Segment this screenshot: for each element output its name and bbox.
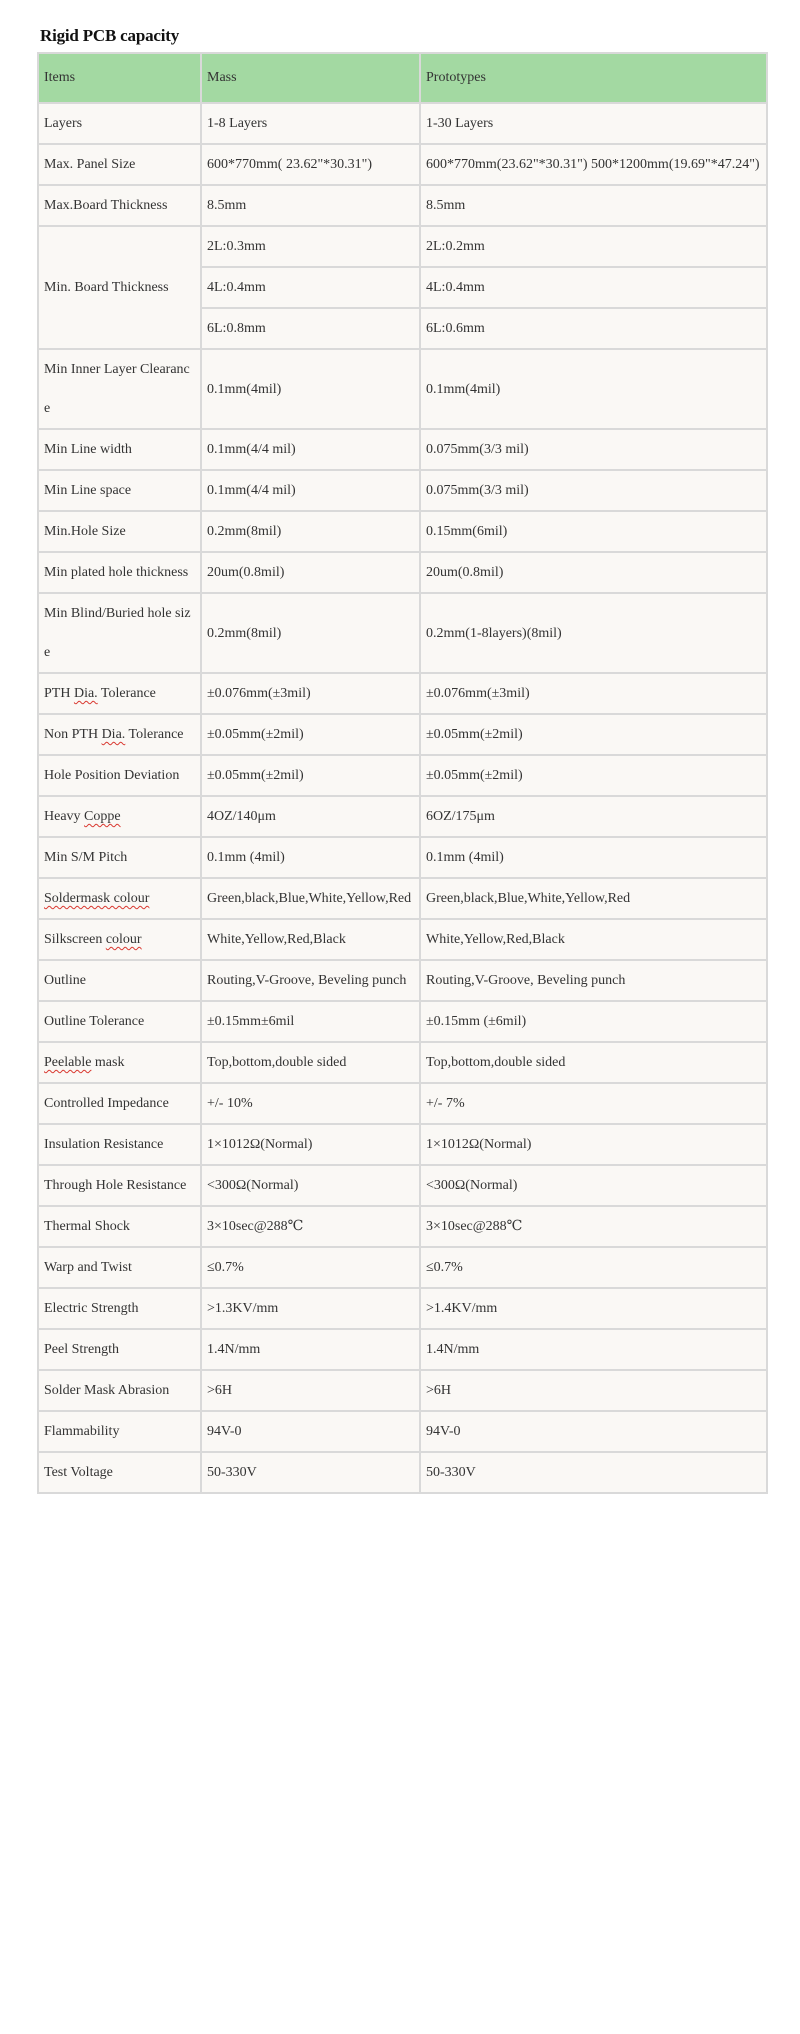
item-cell: Min Line width <box>39 430 200 469</box>
header-mass: Mass <box>202 54 419 102</box>
item-cell: Min plated hole thickness <box>39 553 200 592</box>
spellcheck-marked-text: Dia. <box>73 686 98 701</box>
mass-cell: 3×10sec@288℃ <box>202 1207 419 1246</box>
table-row <box>39 594 766 672</box>
prototypes-cell: 4L:0.4mm <box>421 268 766 307</box>
item-cell: Thermal Shock <box>39 1207 200 1246</box>
mass-cell: 2L:0.3mm <box>202 227 419 266</box>
item-cell: Through Hole Resistance <box>39 1166 200 1205</box>
table-row <box>39 1453 766 1492</box>
table-row <box>39 512 766 551</box>
prototypes-cell: 6L:0.6mm <box>421 309 766 348</box>
mass-cell: ±0.05mm(±2mil) <box>202 756 419 795</box>
table-row <box>39 1166 766 1205</box>
item-cell <box>39 879 200 918</box>
prototypes-cell: 0.1mm(4mil) <box>421 350 766 428</box>
table-row <box>39 186 766 225</box>
capacity-table <box>37 52 768 1494</box>
prototypes-cell: White,Yellow,Red,Black <box>421 920 766 959</box>
table-row <box>39 1043 766 1082</box>
mass-cell: 50-330V <box>202 1453 419 1492</box>
prototypes-cell: ±0.05mm(±2mil) <box>421 756 766 795</box>
item-cell: Test Voltage <box>39 1453 200 1492</box>
prototypes-cell: 6OZ/175μm <box>421 797 766 836</box>
mass-cell: 0.1mm (4mil) <box>202 838 419 877</box>
table-row <box>39 553 766 592</box>
table-header-row <box>39 54 766 102</box>
prototypes-cell: 0.1mm (4mil) <box>421 838 766 877</box>
prototypes-cell: 0.075mm(3/3 mil) <box>421 430 766 469</box>
table-row <box>39 797 766 836</box>
table-row <box>39 1248 766 1287</box>
prototypes-cell: 50-330V <box>421 1453 766 1492</box>
prototypes-cell: ±0.05mm(±2mil) <box>421 715 766 754</box>
prototypes-cell: Top,bottom,double sided <box>421 1043 766 1082</box>
table-row <box>39 838 766 877</box>
table-row <box>39 350 766 428</box>
prototypes-cell: ±0.076mm(±3mil) <box>421 674 766 713</box>
page-title: Rigid PCB capacity <box>40 26 180 45</box>
table-row <box>39 715 766 754</box>
mass-cell: 1-8 Layers <box>202 104 419 143</box>
prototypes-cell: >1.4KV/mm <box>421 1289 766 1328</box>
prototypes-cell: 2L:0.2mm <box>421 227 766 266</box>
table-row <box>39 104 766 143</box>
mass-cell: +/- 10% <box>202 1084 419 1123</box>
item-cell: Peel Strength <box>39 1330 200 1369</box>
item-text: PTH <box>44 686 74 701</box>
mass-cell: ±0.15mm±6mil <box>202 1002 419 1041</box>
prototypes-cell: 1×1012Ω(Normal) <box>421 1125 766 1164</box>
prototypes-cell: 600*770mm(23.62"*30.31") 500*1200mm(19.69"*47.24") <box>421 145 766 184</box>
item-cell: Flammability <box>39 1412 200 1451</box>
item-cell <box>39 920 200 959</box>
item-cell <box>39 715 200 754</box>
mass-cell: White,Yellow,Red,Black <box>202 920 419 959</box>
prototypes-cell: <300Ω(Normal) <box>421 1166 766 1205</box>
prototypes-cell: 3×10sec@288℃ <box>421 1207 766 1246</box>
item-cell: Min. Board Thickness <box>39 227 200 348</box>
mass-cell: >6H <box>202 1371 419 1410</box>
prototypes-cell: 94V-0 <box>421 1412 766 1451</box>
item-cell: Layers <box>39 104 200 143</box>
prototypes-cell: +/- 7% <box>421 1084 766 1123</box>
table-row <box>39 1412 766 1451</box>
table-row <box>39 1207 766 1246</box>
spellcheck-marked-text: colour <box>105 932 142 947</box>
prototypes-cell: 0.15mm(6mil) <box>421 512 766 551</box>
table-row <box>39 1125 766 1164</box>
table-row <box>39 756 766 795</box>
table-row <box>39 471 766 510</box>
item-text: mask <box>91 1055 125 1070</box>
item-cell: Warp and Twist <box>39 1248 200 1287</box>
table-row <box>39 227 766 266</box>
item-text: Tolerance <box>97 686 156 701</box>
mass-cell: <300Ω(Normal) <box>202 1166 419 1205</box>
mass-cell: 4OZ/140μm <box>202 797 419 836</box>
mass-cell: 1×1012Ω(Normal) <box>202 1125 419 1164</box>
mass-cell: ≤0.7% <box>202 1248 419 1287</box>
mass-cell: >1.3KV/mm <box>202 1289 419 1328</box>
item-cell <box>39 1043 200 1082</box>
table-row <box>39 430 766 469</box>
prototypes-cell: 0.075mm(3/3 mil) <box>421 471 766 510</box>
mass-cell: 6L:0.8mm <box>202 309 419 348</box>
mass-cell: 0.1mm(4/4 mil) <box>202 430 419 469</box>
item-cell <box>39 797 200 836</box>
mass-cell: 0.2mm(8mil) <box>202 512 419 551</box>
item-cell: Max.Board Thickness <box>39 186 200 225</box>
item-cell: Controlled Impedance <box>39 1084 200 1123</box>
item-cell: Hole Position Deviation <box>39 756 200 795</box>
prototypes-cell: 20um(0.8mil) <box>421 553 766 592</box>
mass-cell: 94V-0 <box>202 1412 419 1451</box>
prototypes-cell: >6H <box>421 1371 766 1410</box>
item-cell: Outline Tolerance <box>39 1002 200 1041</box>
header-items: Items <box>39 54 200 102</box>
item-cell: Electric Strength <box>39 1289 200 1328</box>
item-cell: Min Inner Layer Clearance <box>39 350 200 428</box>
item-text: Tolerance <box>125 727 184 742</box>
prototypes-cell: ±0.15mm (±6mil) <box>421 1002 766 1041</box>
table-row <box>39 674 766 713</box>
prototypes-cell: 8.5mm <box>421 186 766 225</box>
item-cell: Outline <box>39 961 200 1000</box>
mass-cell: 1.4N/mm <box>202 1330 419 1369</box>
mass-cell: 8.5mm <box>202 186 419 225</box>
table-row <box>39 1002 766 1041</box>
item-cell <box>39 674 200 713</box>
mass-cell: ±0.076mm(±3mil) <box>202 674 419 713</box>
table-row <box>39 145 766 184</box>
item-cell: Min Line space <box>39 471 200 510</box>
item-cell: Min.Hole Size <box>39 512 200 551</box>
header-prototypes: Prototypes <box>421 54 766 102</box>
prototypes-cell: ≤0.7% <box>421 1248 766 1287</box>
prototypes-cell: Routing,V-Groove, Beveling punch <box>421 961 766 1000</box>
prototypes-cell: Green,black,Blue,White,Yellow,Red <box>421 879 766 918</box>
item-text: Non PTH <box>44 727 102 742</box>
table-row <box>39 1371 766 1410</box>
mass-cell: 4L:0.4mm <box>202 268 419 307</box>
item-cell: Insulation Resistance <box>39 1125 200 1164</box>
mass-cell: 0.1mm(4mil) <box>202 350 419 428</box>
table-row <box>39 1084 766 1123</box>
item-cell: Min S/M Pitch <box>39 838 200 877</box>
mass-cell: Green,black,Blue,White,Yellow,Red <box>202 879 419 918</box>
mass-cell: 0.2mm(8mil) <box>202 594 419 672</box>
table-row <box>39 879 766 918</box>
spellcheck-marked-text: Soldermask colour <box>44 891 150 906</box>
table-row <box>39 1289 766 1328</box>
prototypes-cell: 1-30 Layers <box>421 104 766 143</box>
item-text: Heavy <box>44 809 85 824</box>
table-row <box>39 1330 766 1369</box>
mass-cell: 600*770mm( 23.62"*30.31") <box>202 145 419 184</box>
mass-cell: ±0.05mm(±2mil) <box>202 715 419 754</box>
spellcheck-marked-text: Peelable <box>44 1055 92 1070</box>
table-row <box>39 920 766 959</box>
mass-cell: 20um(0.8mil) <box>202 553 419 592</box>
item-cell: Max. Panel Size <box>39 145 200 184</box>
item-cell: Solder Mask Abrasion <box>39 1371 200 1410</box>
item-text: Silkscreen <box>44 932 106 947</box>
table-row <box>39 961 766 1000</box>
prototypes-cell: 1.4N/mm <box>421 1330 766 1369</box>
mass-cell: 0.1mm(4/4 mil) <box>202 471 419 510</box>
mass-cell: Top,bottom,double sided <box>202 1043 419 1082</box>
item-cell: Min Blind/Buried hole size <box>39 594 200 672</box>
mass-cell: Routing,V-Groove, Beveling punch <box>202 961 419 1000</box>
spellcheck-marked-text: Coppe <box>84 809 121 824</box>
spellcheck-marked-text: Dia. <box>101 727 126 742</box>
prototypes-cell: 0.2mm(1-8layers)(8mil) <box>421 594 766 672</box>
